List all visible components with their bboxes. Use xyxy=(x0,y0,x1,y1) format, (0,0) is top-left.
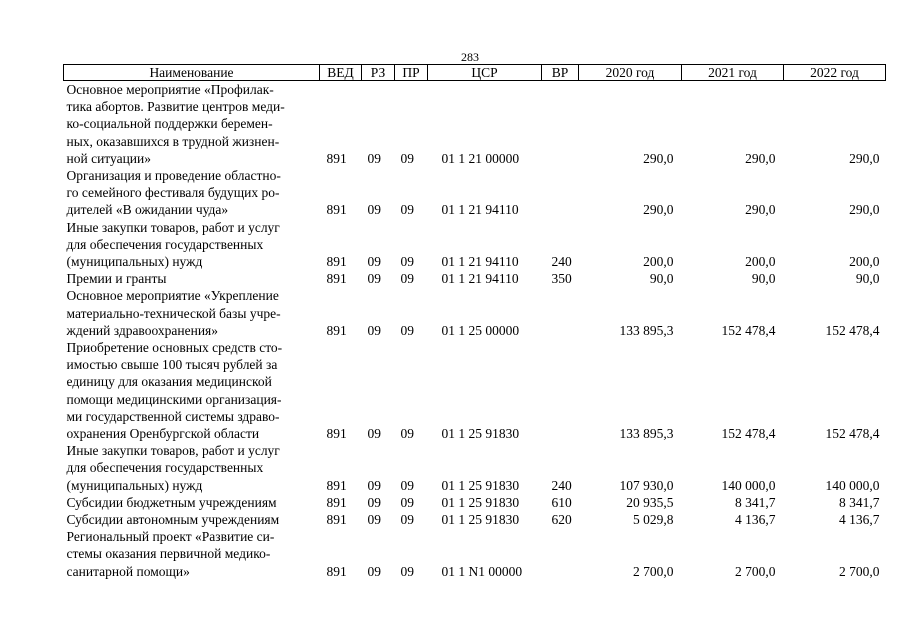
cell-2022: 2 700,0 xyxy=(839,563,880,579)
cell-2020: 107 930,0 xyxy=(619,477,674,493)
cell-2022: 200,0 xyxy=(849,254,880,270)
cell-name: Приобретение основных средств сто- имостью свыше 100 тысяч рублей за единицу для оказания медицинской помощи медицинскими организация- ми государственной системы здраво- охранения Оренбургской области xyxy=(66,340,283,442)
cell-vr: 350 xyxy=(551,271,572,287)
cell-ved: 891 xyxy=(326,563,347,579)
cell-pr: 09 xyxy=(400,150,414,166)
cell-csr: 01 1 25 91830 xyxy=(441,494,520,510)
cell-vr: 240 xyxy=(551,477,572,493)
cell-vr xyxy=(542,339,579,442)
cell-2021: 152 478,4 xyxy=(721,322,776,338)
cell-ved: 891 xyxy=(326,512,347,528)
cell-csr: 01 1 25 91830 xyxy=(441,477,520,493)
column-header-2020: 2020 год xyxy=(579,65,682,81)
cell-2022: 90,0 xyxy=(855,271,880,287)
table-row xyxy=(64,270,886,287)
cell-2020: 90,0 xyxy=(649,271,674,287)
cell-2021: 152 478,4 xyxy=(721,426,776,442)
cell-name: Субсидии автономным учреждениям xyxy=(66,512,280,528)
cell-vr: 240 xyxy=(551,254,572,270)
cell-pr: 09 xyxy=(400,202,414,218)
cell-2021: 290,0 xyxy=(745,202,776,218)
cell-2022: 8 341,7 xyxy=(839,494,880,510)
cell-pr: 09 xyxy=(400,271,414,287)
cell-2022: 4 136,7 xyxy=(839,512,880,528)
cell-2021: 290,0 xyxy=(745,150,776,166)
cell-name: Организация и проведение областно- го семейного фестиваля будущих ро- дителей «В ожидании чуда» xyxy=(66,168,281,218)
cell-2022: 290,0 xyxy=(849,202,880,218)
cell-rz: 09 xyxy=(367,271,381,287)
cell-2021: 90,0 xyxy=(751,271,776,287)
table-row xyxy=(64,287,886,339)
cell-pr: 09 xyxy=(400,322,414,338)
table-row xyxy=(64,81,886,168)
column-header-2021: 2021 год xyxy=(682,65,784,81)
cell-2022: 140 000,0 xyxy=(825,477,880,493)
cell-name: Иные закупки товаров, работ и услуг для обеспечения государственных (муниципальных) нужд xyxy=(66,219,280,270)
cell-rz: 09 xyxy=(367,322,381,338)
cell-2021: 140 000,0 xyxy=(721,477,776,493)
cell-ved: 891 xyxy=(326,150,347,166)
cell-2022: 290,0 xyxy=(849,150,880,166)
column-header-rz: РЗ xyxy=(362,65,395,81)
cell-rz: 09 xyxy=(367,202,381,218)
cell-name: Основное мероприятие «Профилак- тика абортов. Развитие центров меди- ко-социальной поддержки беремен- ных, оказавшихся в трудной жизнен- ной ситуации» xyxy=(66,82,285,166)
cell-rz: 09 xyxy=(367,254,381,270)
cell-ved: 891 xyxy=(326,202,347,218)
budget-table xyxy=(63,64,886,580)
column-header-name: Наименование xyxy=(64,65,320,81)
cell-2021: 4 136,7 xyxy=(735,512,776,528)
cell-ved: 891 xyxy=(326,271,347,287)
column-header-2022: 2022 год xyxy=(784,65,886,81)
cell-pr: 09 xyxy=(400,254,414,270)
cell-name: Премии и гранты xyxy=(66,271,167,287)
cell-csr: 01 1 25 00000 xyxy=(441,322,520,338)
cell-2020: 290,0 xyxy=(643,202,674,218)
cell-2022: 152 478,4 xyxy=(825,322,880,338)
cell-2021: 2 700,0 xyxy=(735,563,776,579)
cell-2021: 8 341,7 xyxy=(735,494,776,510)
cell-rz: 09 xyxy=(367,426,381,442)
cell-vr xyxy=(542,287,579,339)
cell-vr: 620 xyxy=(551,512,572,528)
cell-pr: 09 xyxy=(400,426,414,442)
cell-name: Основное мероприятие «Укрепление материально-технической базы учре- ждений здравоохранения» xyxy=(66,288,281,338)
cell-2021: 200,0 xyxy=(745,254,776,270)
cell-csr: 01 1 21 94110 xyxy=(441,271,519,287)
cell-2022: 152 478,4 xyxy=(825,426,880,442)
cell-csr: 01 1 N1 00000 xyxy=(441,563,523,579)
table-row xyxy=(64,339,886,442)
cell-ved: 891 xyxy=(326,477,347,493)
cell-rz: 09 xyxy=(367,150,381,166)
cell-pr: 09 xyxy=(400,477,414,493)
table-header-row xyxy=(64,65,886,81)
cell-vr: 610 xyxy=(551,494,572,510)
cell-2020: 2 700,0 xyxy=(633,563,674,579)
cell-rz: 09 xyxy=(367,494,381,510)
column-header-ved: ВЕД xyxy=(320,65,362,81)
cell-name: Иные закупки товаров, работ и услуг для обеспечения государственных (муниципальных) нужд xyxy=(66,443,280,493)
cell-name: Региональный проект «Развитие си- стемы оказания первичной медико- санитарной помощи» xyxy=(66,529,275,579)
cell-2020: 200,0 xyxy=(643,254,674,270)
cell-vr xyxy=(542,167,579,219)
cell-pr: 09 xyxy=(400,563,414,579)
cell-2020: 5 029,8 xyxy=(633,512,674,528)
cell-csr: 01 1 25 91830 xyxy=(441,426,520,442)
table-row xyxy=(64,167,886,219)
cell-csr: 01 1 21 94110 xyxy=(441,202,519,218)
cell-ved: 891 xyxy=(326,494,347,510)
cell-csr: 01 1 21 94110 xyxy=(441,254,519,270)
cell-csr: 01 1 25 91830 xyxy=(441,512,520,528)
table-row xyxy=(64,511,886,528)
cell-pr: 09 xyxy=(400,494,414,510)
cell-ved: 891 xyxy=(326,254,347,270)
cell-2020: 290,0 xyxy=(643,150,674,166)
table-row xyxy=(64,219,886,271)
table-row xyxy=(64,494,886,511)
cell-rz: 09 xyxy=(367,563,381,579)
cell-pr: 09 xyxy=(400,512,414,528)
table-row xyxy=(64,442,886,494)
cell-ved: 891 xyxy=(326,322,347,338)
cell-rz: 09 xyxy=(367,512,381,528)
cell-ved: 891 xyxy=(326,426,347,442)
page-number: 283 xyxy=(461,50,479,64)
cell-2020: 133 895,3 xyxy=(619,322,674,338)
cell-rz: 09 xyxy=(367,477,381,493)
cell-vr xyxy=(542,528,579,580)
table-row xyxy=(64,528,886,580)
column-header-vr: ВР xyxy=(542,65,579,81)
column-header-csr: ЦСР xyxy=(428,65,542,81)
cell-csr: 01 1 21 00000 xyxy=(441,150,520,166)
cell-name: Субсидии бюджетным учреждениям xyxy=(66,494,277,510)
cell-2020: 133 895,3 xyxy=(619,426,674,442)
column-header-pr: ПР xyxy=(395,65,428,81)
cell-vr xyxy=(542,81,579,168)
cell-2020: 20 935,5 xyxy=(626,494,674,510)
